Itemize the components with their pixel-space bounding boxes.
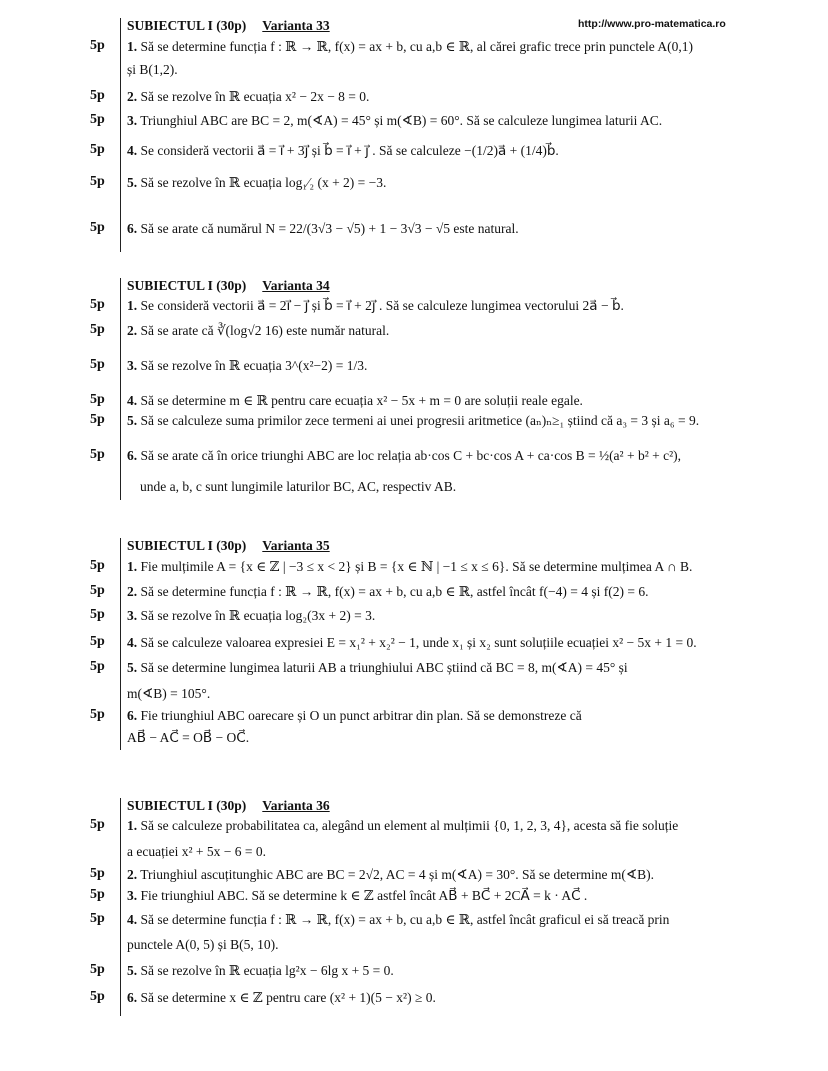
problem-text-continued: și B(1,2). — [127, 62, 178, 77]
problem-number: 3. — [127, 358, 138, 373]
problem-statement — [127, 990, 436, 1006]
points-label: 5p — [90, 887, 105, 902]
problem-number: 5. — [127, 413, 138, 428]
points-label: 5p — [90, 142, 105, 157]
problem-statement — [127, 89, 369, 105]
problem-number: 2. — [127, 584, 138, 599]
problem-text: Se consideră vectorii a⃗ = i⃗ + 3j⃗ și b⃗ = i⃗ + j⃗ . Să se calculeze −(1/2)a⃗ + (1/4)b⃗. — [140, 143, 559, 158]
points-label: 5p — [90, 607, 105, 622]
points-label: 5p — [90, 817, 105, 832]
section-header — [127, 538, 330, 554]
problem-number: 2. — [127, 89, 138, 104]
problem-text: Fie mulțimile A = {x ∈ ℤ | −3 ≤ x < 2} și B = {x ∈ ℕ | −1 ≤ x ≤ 6}. Să se determine mulțimea A ∩ B. — [140, 559, 693, 574]
problem-number: 4. — [127, 912, 138, 927]
problem-text: Să se determine x ∈ ℤ pentru care (x² + 1)(5 − x²) ≥ 0. — [140, 990, 436, 1005]
problem-statement — [127, 635, 697, 651]
problem-text: Să se arate că ∛(log√2 16) este număr natural. — [140, 323, 390, 338]
variant-label: Varianta 34 — [262, 278, 330, 293]
problem-text-continued: m(∢B) = 105°. — [127, 686, 211, 701]
problem-text: Să se calculeze probabilitatea ca, alegând un element al mulțimii {0, 1, 2, 3, 4}, acesta să fie soluție — [140, 818, 679, 833]
problem-statement — [127, 393, 583, 409]
points-label: 5p — [90, 322, 105, 337]
variant-label: Varianta 36 — [262, 798, 330, 813]
problem-text: Să se calculeze suma primilor zece termeni ai unei progresii aritmetice (aₙ)ₙ≥₁ știind că a₃ = 3 și a₆ = 9. — [140, 413, 700, 428]
problem-text: Triunghiul ascuțitunghic ABC are BC = 2√2, AC = 4 și m(∢A) = 30°. Să se determine m(∢B). — [140, 867, 655, 882]
section-header — [127, 278, 330, 294]
problem-number: 4. — [127, 143, 138, 158]
problem-text: Fie triunghiul ABC oarecare și O un punct arbitrar din plan. Să se demonstreze că — [140, 708, 582, 723]
points-label: 5p — [90, 962, 105, 977]
problem-text-continued: punctele A(0, 5) și B(5, 10). — [127, 937, 279, 952]
problem-text: Să se determine m ∈ ℝ pentru care ecuația x² − 5x + m = 0 are soluții reale egale. — [140, 393, 583, 408]
problem-statement — [127, 912, 669, 928]
points-label: 5p — [90, 112, 105, 127]
problem-statement — [127, 660, 628, 676]
problem-text-continued: AB⃗ − AC⃗ = OB⃗ − OC⃗. — [127, 730, 250, 745]
problem-text: Să se calculeze valoarea expresiei E = x₁² + x₂² − 1, unde x₁ și x₂ sunt soluțiile ecuației x² − 5x + 1 = 0. — [140, 635, 697, 650]
points-label: 5p — [90, 220, 105, 235]
problem-text: Să se rezolve în ℝ ecuația lg²x − 6lg x + 5 = 0. — [140, 963, 394, 978]
problem-statement — [127, 298, 624, 314]
problem-number: 1. — [127, 818, 138, 833]
problem-statement — [127, 867, 654, 883]
points-label: 5p — [90, 707, 105, 722]
points-label: 5p — [90, 174, 105, 189]
problem-number: 6. — [127, 708, 138, 723]
problem-text: Să se arate că în orice triunghi ABC are loc relația ab·cos C + bc·cos A + ca·cos B = ½(a² + b² + c²), — [140, 448, 682, 463]
problem-statement — [127, 221, 519, 237]
problem-statement — [127, 413, 699, 429]
variant-label: Varianta 35 — [262, 538, 330, 553]
points-label: 5p — [90, 412, 105, 427]
problem-text: Să se determine lungimea laturii AB a triunghiului ABC știind că BC = 8, m(∢A) = 45° și — [140, 660, 628, 675]
section-title: SUBIECTUL I (30p) — [127, 18, 247, 33]
problem-statement — [127, 818, 678, 834]
points-label: 5p — [90, 357, 105, 372]
section-divider-line — [120, 278, 121, 500]
problem-text: Să se determine funcția f : ℝ → ℝ, f(x) = ax + b, cu a,b ∈ ℝ, al cărei grafic trece prin punctele A(0,1) — [140, 39, 694, 54]
problem-text: Să se rezolve în ℝ ecuația log₁⁄₂ (x + 2) = −3. — [140, 175, 387, 190]
points-label: 5p — [90, 634, 105, 649]
problem-number: 6. — [127, 221, 138, 236]
problem-text: Triunghiul ABC are BC = 2, m(∢A) = 45° și m(∢B) = 60°. Să se calculeze lungimea laturii AC. — [140, 113, 663, 128]
problem-text: Să se rezolve în ℝ ecuația log₂(3x + 2) = 3. — [140, 608, 376, 623]
problem-number: 6. — [127, 448, 138, 463]
section-divider-line — [120, 798, 121, 1016]
points-label: 5p — [90, 583, 105, 598]
problem-number: 5. — [127, 963, 138, 978]
problem-text: Să se determine funcția f : ℝ → ℝ, f(x) = ax + b, cu a,b ∈ ℝ, astfel încât graficul ei să treacă prin — [140, 912, 670, 927]
problem-number: 5. — [127, 175, 138, 190]
website-url: http://www.pro-matematica.ro — [578, 18, 726, 30]
section-divider-line — [120, 18, 121, 252]
problem-number: 1. — [127, 298, 138, 313]
problem-statement — [127, 708, 582, 724]
problem-statement — [127, 113, 662, 129]
problem-statement — [127, 559, 692, 575]
points-label: 5p — [90, 447, 105, 462]
problem-number: 3. — [127, 113, 138, 128]
problem-text: Se consideră vectorii a⃗ = 2i⃗ − j⃗ și b⃗ = i⃗ + 2j⃗ . Să se calculeze lungimea vectorului 2a⃗ − b⃗. — [140, 298, 624, 313]
problem-number: 1. — [127, 559, 138, 574]
points-label: 5p — [90, 866, 105, 881]
problem-text: Să se rezolve în ℝ ecuația x² − 2x − 8 = 0. — [140, 89, 370, 104]
problem-text-continued: a ecuației x² + 5x − 6 = 0. — [127, 844, 266, 859]
problem-statement — [127, 448, 681, 464]
problem-number: 2. — [127, 867, 138, 882]
problem-text-continued: unde a, b, c sunt lungimile laturilor BC, AC, respectiv AB. — [140, 479, 457, 494]
problem-number: 1. — [127, 39, 138, 54]
section-title: SUBIECTUL I (30p) — [127, 538, 247, 553]
problem-statement — [127, 143, 559, 159]
section-header — [127, 798, 330, 814]
problem-number: 3. — [127, 608, 138, 623]
section-header — [127, 18, 330, 34]
section-title: SUBIECTUL I (30p) — [127, 278, 247, 293]
problem-number: 2. — [127, 323, 138, 338]
problem-statement — [127, 584, 648, 600]
problem-statement — [127, 888, 587, 904]
points-label: 5p — [90, 297, 105, 312]
problem-text: Să se determine funcția f : ℝ → ℝ, f(x) = ax + b, cu a,b ∈ ℝ, astfel încât f(−4) = 4 și f(2) = 6. — [140, 584, 649, 599]
problem-statement — [127, 323, 389, 339]
points-label: 5p — [90, 989, 105, 1004]
section-title: SUBIECTUL I (30p) — [127, 798, 247, 813]
points-label: 5p — [90, 558, 105, 573]
points-label: 5p — [90, 659, 105, 674]
problem-text: Să se arate că numărul N = 22/(3√3 − √5) + 1 − 3√3 − √5 este natural. — [140, 221, 519, 236]
problem-statement — [127, 358, 367, 374]
problem-statement — [127, 175, 386, 191]
problem-text: Să se rezolve în ℝ ecuația 3^(x²−2) = 1/3. — [140, 358, 368, 373]
points-label: 5p — [90, 88, 105, 103]
problem-statement — [127, 963, 394, 979]
problem-text: Fie triunghiul ABC. Să se determine k ∈ ℤ astfel încât AB⃗ + BC⃗ + 2CA⃗ = k · AC⃗ . — [140, 888, 588, 903]
problem-number: 4. — [127, 635, 138, 650]
points-label: 5p — [90, 911, 105, 926]
problem-number: 5. — [127, 660, 138, 675]
points-label: 5p — [90, 38, 105, 53]
problem-number: 4. — [127, 393, 138, 408]
problem-number: 3. — [127, 888, 138, 903]
section-divider-line — [120, 538, 121, 750]
problem-statement — [127, 608, 375, 624]
points-label: 5p — [90, 392, 105, 407]
variant-label: Varianta 33 — [262, 18, 330, 33]
problem-statement — [127, 39, 693, 55]
problem-number: 6. — [127, 990, 138, 1005]
